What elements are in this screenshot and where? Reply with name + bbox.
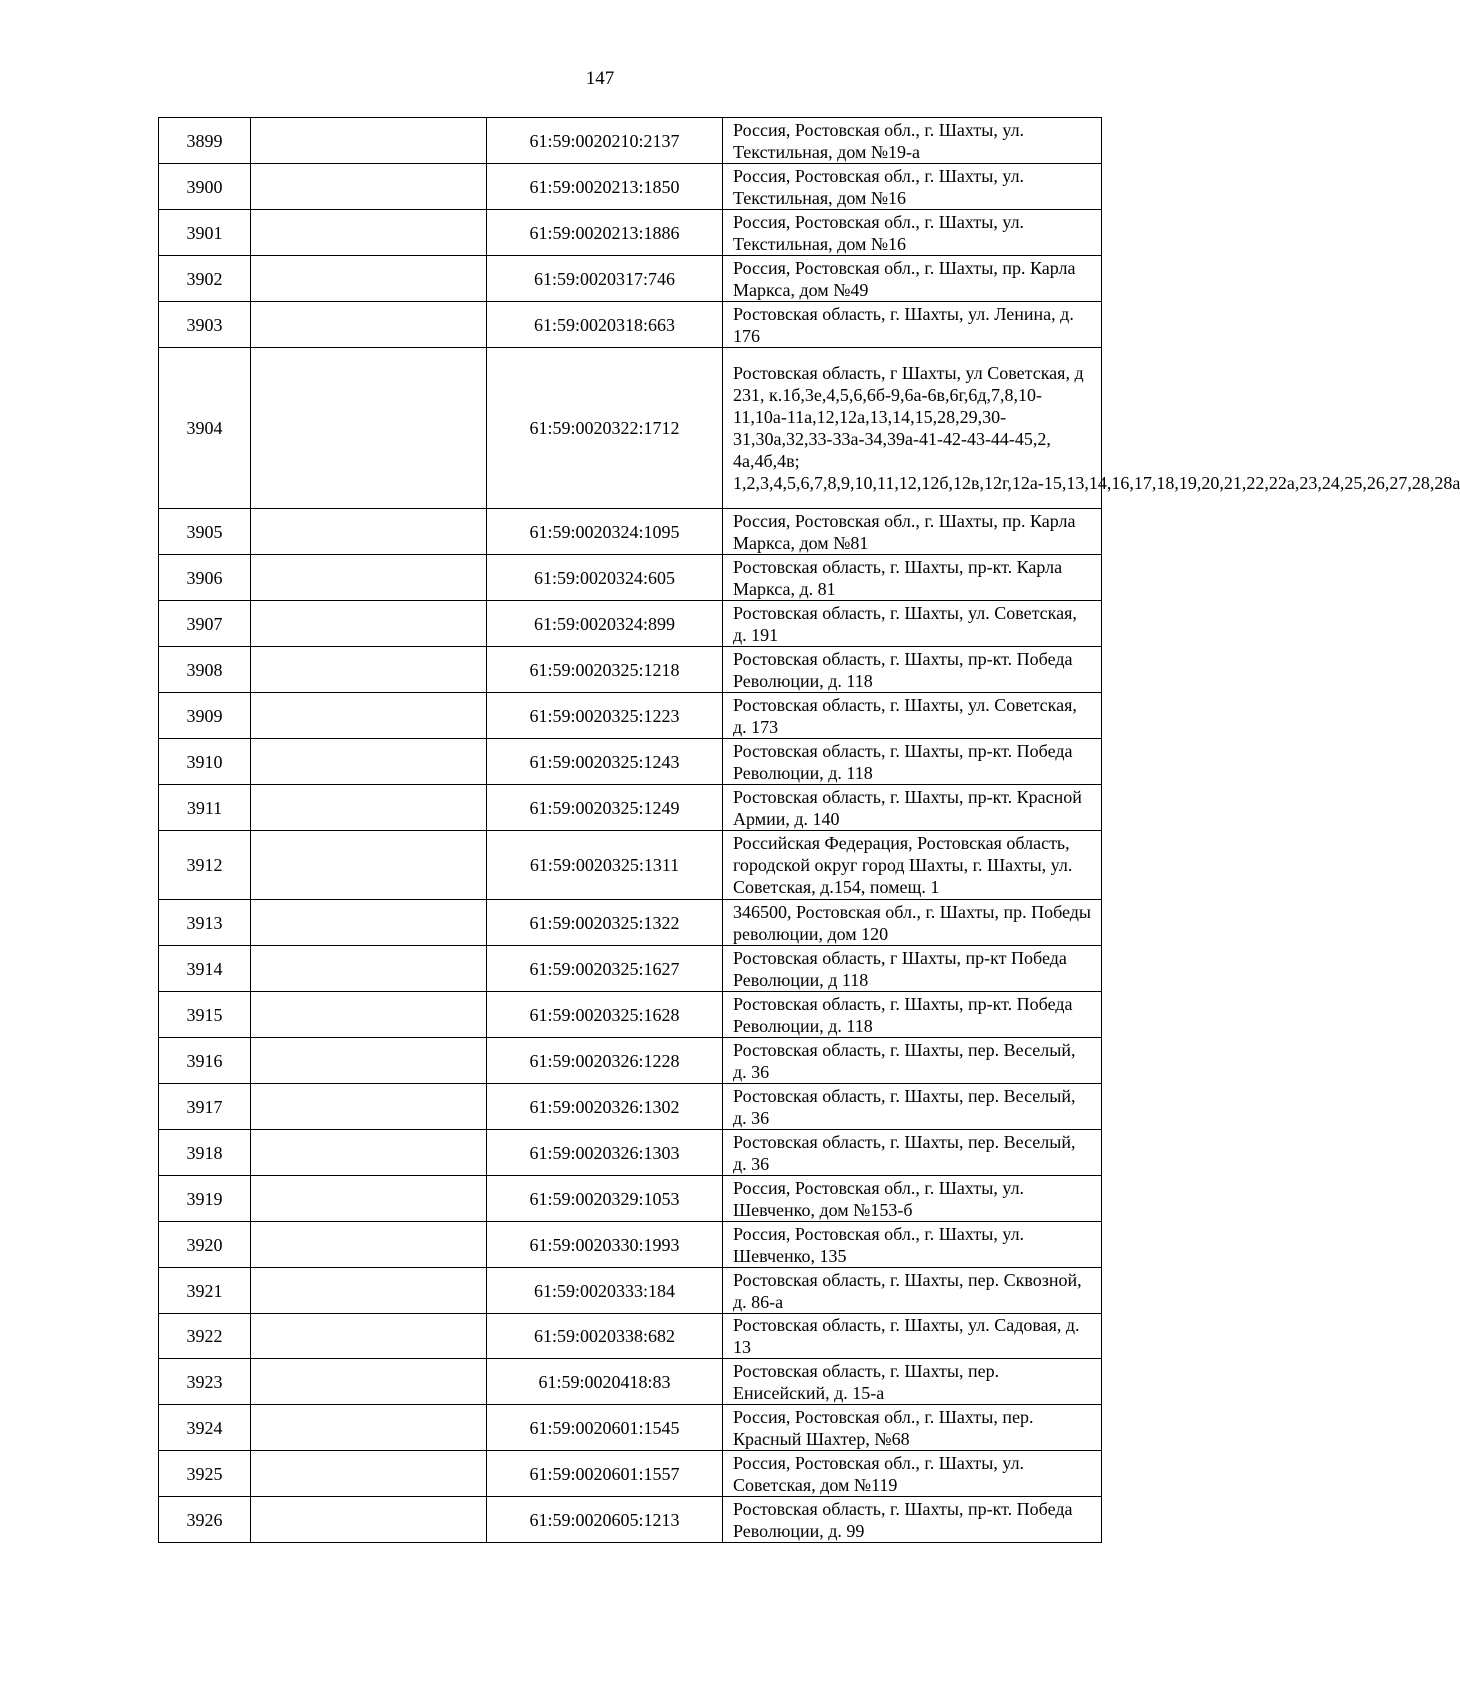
table-row bbox=[159, 647, 1102, 693]
table-row bbox=[159, 1405, 1102, 1451]
cadastral-number: 61:59:0020318:663 bbox=[487, 302, 723, 348]
address: Ростовская область, г. Шахты, пр-кт. Победа Революции, д. 118 bbox=[723, 992, 1102, 1038]
cadastral-number: 61:59:0020322:1712 bbox=[487, 348, 723, 509]
table-row bbox=[159, 601, 1102, 647]
row-number: 3919 bbox=[159, 1176, 251, 1222]
address: Ростовская область, г. Шахты, пр-кт. Победа Революции, д. 118 bbox=[723, 647, 1102, 693]
address: Ростовская область, г. Шахты, пер. Веселый, д. 36 bbox=[723, 1038, 1102, 1084]
address: Ростовская область, г. Шахты, пр-кт. Карла Маркса, д. 81 bbox=[723, 555, 1102, 601]
address: Россия, Ростовская обл., г. Шахты, пр. Карла Маркса, дом №81 bbox=[723, 509, 1102, 555]
empty-cell bbox=[251, 601, 487, 647]
table-row bbox=[159, 1084, 1102, 1130]
address: Ростовская область, г. Шахты, пр-кт. Победа Революции, д. 99 bbox=[723, 1497, 1102, 1543]
row-number: 3909 bbox=[159, 693, 251, 739]
cadastral-number: 61:59:0020338:682 bbox=[487, 1314, 723, 1359]
row-number: 3922 bbox=[159, 1314, 251, 1359]
address: Ростовская область, г Шахты, пр-кт Победа Революции, д 118 bbox=[723, 946, 1102, 992]
table-row bbox=[159, 509, 1102, 555]
table-row bbox=[159, 992, 1102, 1038]
address: Россия, Ростовская обл., г. Шахты, ул. Шевченко, 135 bbox=[723, 1222, 1102, 1268]
address: Ростовская область, г. Шахты, пр-кт. Красной Армии, д. 140 bbox=[723, 785, 1102, 831]
table-row bbox=[159, 1451, 1102, 1497]
address: Ростовская область, г. Шахты, пер. Енисейский, д. 15-а bbox=[723, 1359, 1102, 1405]
empty-cell bbox=[251, 1451, 487, 1497]
address: Ростовская область, г. Шахты, пер. Веселый, д. 36 bbox=[723, 1130, 1102, 1176]
table-row bbox=[159, 1038, 1102, 1084]
address: Ростовская область, г. Шахты, ул. Садовая, д. 13 bbox=[723, 1314, 1102, 1359]
empty-cell bbox=[251, 1222, 487, 1268]
table-row bbox=[159, 1222, 1102, 1268]
table-row bbox=[159, 210, 1102, 256]
empty-cell bbox=[251, 164, 487, 210]
row-number: 3923 bbox=[159, 1359, 251, 1405]
address: Россия, Ростовская обл., г. Шахты, ул. Текстильная, дом №16 bbox=[723, 210, 1102, 256]
table-row bbox=[159, 1268, 1102, 1314]
row-number: 3899 bbox=[159, 118, 251, 164]
row-number: 3907 bbox=[159, 601, 251, 647]
cadastral-number: 61:59:0020210:2137 bbox=[487, 118, 723, 164]
cadastral-number: 61:59:0020317:746 bbox=[487, 256, 723, 302]
empty-cell bbox=[251, 1359, 487, 1405]
row-number: 3905 bbox=[159, 509, 251, 555]
cadastral-number: 61:59:0020325:1223 bbox=[487, 693, 723, 739]
address: Ростовская область, г. Шахты, ул. Советская, д. 191 bbox=[723, 601, 1102, 647]
empty-cell bbox=[251, 302, 487, 348]
empty-cell bbox=[251, 348, 487, 509]
empty-cell bbox=[251, 693, 487, 739]
empty-cell bbox=[251, 785, 487, 831]
cadastral-number: 61:59:0020329:1053 bbox=[487, 1176, 723, 1222]
cadastral-number: 61:59:0020325:1628 bbox=[487, 992, 723, 1038]
address: 346500, Ростовская обл., г. Шахты, пр. Победы революции, дом 120 bbox=[723, 900, 1102, 946]
row-number: 3920 bbox=[159, 1222, 251, 1268]
table-row bbox=[159, 256, 1102, 302]
cadastral-number: 61:59:0020418:83 bbox=[487, 1359, 723, 1405]
cadastral-number: 61:59:0020330:1993 bbox=[487, 1222, 723, 1268]
cadastral-number: 61:59:0020601:1557 bbox=[487, 1451, 723, 1497]
empty-cell bbox=[251, 1084, 487, 1130]
row-number: 3906 bbox=[159, 555, 251, 601]
row-number: 3912 bbox=[159, 831, 251, 900]
cadastral-number: 61:59:0020213:1850 bbox=[487, 164, 723, 210]
row-number: 3910 bbox=[159, 739, 251, 785]
cadastral-number: 61:59:0020325:1627 bbox=[487, 946, 723, 992]
table-row bbox=[159, 1130, 1102, 1176]
empty-cell bbox=[251, 118, 487, 164]
page-number: 147 bbox=[585, 68, 615, 89]
row-number: 3925 bbox=[159, 1451, 251, 1497]
empty-cell bbox=[251, 210, 487, 256]
empty-cell bbox=[251, 946, 487, 992]
address: Россия, Ростовская обл., г. Шахты, ул. Шевченко, дом №153-б bbox=[723, 1176, 1102, 1222]
empty-cell bbox=[251, 992, 487, 1038]
address: Россия, Ростовская обл., г. Шахты, ул. Текстильная, дом №16 bbox=[723, 164, 1102, 210]
address: Ростовская область, г. Шахты, пер. Сквозной, д. 86-а bbox=[723, 1268, 1102, 1314]
row-number: 3918 bbox=[159, 1130, 251, 1176]
row-number: 3921 bbox=[159, 1268, 251, 1314]
empty-cell bbox=[251, 1497, 487, 1543]
row-number: 3911 bbox=[159, 785, 251, 831]
registry-body bbox=[159, 118, 1460, 1543]
table-row bbox=[159, 1497, 1102, 1543]
empty-cell bbox=[251, 1038, 487, 1084]
row-number: 3908 bbox=[159, 647, 251, 693]
row-number: 3917 bbox=[159, 1084, 251, 1130]
address: Ростовская область, г. Шахты, ул. Советская, д. 173 bbox=[723, 693, 1102, 739]
address: Россия, Ростовская обл., г. Шахты, ул. Текстильная, дом №19-а bbox=[723, 118, 1102, 164]
table-row bbox=[159, 348, 1102, 509]
property-registry-table bbox=[158, 117, 1460, 1543]
address: Ростовская область, г. Шахты, пр-кт. Победа Революции, д. 118 bbox=[723, 739, 1102, 785]
row-number: 3904 bbox=[159, 348, 251, 509]
cadastral-number: 61:59:0020324:1095 bbox=[487, 509, 723, 555]
table-row bbox=[159, 900, 1102, 946]
cadastral-number: 61:59:0020213:1886 bbox=[487, 210, 723, 256]
cadastral-number: 61:59:0020601:1545 bbox=[487, 1405, 723, 1451]
table-row bbox=[159, 555, 1102, 601]
cadastral-number: 61:59:0020324:899 bbox=[487, 601, 723, 647]
empty-cell bbox=[251, 1314, 487, 1359]
row-number: 3900 bbox=[159, 164, 251, 210]
cadastral-number: 61:59:0020605:1213 bbox=[487, 1497, 723, 1543]
cadastral-number: 61:59:0020326:1302 bbox=[487, 1084, 723, 1130]
row-number: 3901 bbox=[159, 210, 251, 256]
cadastral-number: 61:59:0020324:605 bbox=[487, 555, 723, 601]
empty-cell bbox=[251, 1405, 487, 1451]
empty-cell bbox=[251, 1130, 487, 1176]
table-row bbox=[159, 946, 1102, 992]
cadastral-number: 61:59:0020325:1218 bbox=[487, 647, 723, 693]
table-row bbox=[159, 739, 1102, 785]
address: Россия, Ростовская обл., г. Шахты, пер. Красный Шахтер, №68 bbox=[723, 1405, 1102, 1451]
table-row bbox=[159, 1314, 1102, 1359]
address: Ростовская область, г Шахты, ул Советская, д 231, к.1б,3е,4,5,6,6б-9,6а-6в,6г,6д,7,8,10-11,10а-11а,12,12а,13,14,15,28,29,30-31,30а,32,33-33а-34,39а-41-42-43-44-45,2, 4а,4б,4в; 1,2,3,4,5,6,7,8,9,10,11,12,12б,12в,12г,12а-15,13,14,16,17,18,19,20,21,22,22а,23,24,25,26,27,28,28а bbox=[723, 348, 1102, 509]
empty-cell bbox=[251, 900, 487, 946]
cadastral-number: 61:59:0020325:1249 bbox=[487, 785, 723, 831]
address: Россия, Ростовская обл., г. Шахты, пр. Карла Маркса, дом №49 bbox=[723, 256, 1102, 302]
table-row bbox=[159, 118, 1102, 164]
row-number: 3924 bbox=[159, 1405, 251, 1451]
table-row bbox=[159, 1359, 1102, 1405]
row-number: 3913 bbox=[159, 900, 251, 946]
empty-cell bbox=[251, 256, 487, 302]
address: Российская Федерация, Ростовская область, городской округ город Шахты, г. Шахты, ул. Советская, д.154, помещ. 1 bbox=[723, 831, 1102, 900]
empty-cell bbox=[251, 555, 487, 601]
cadastral-number: 61:59:0020326:1228 bbox=[487, 1038, 723, 1084]
cadastral-number: 61:59:0020325:1311 bbox=[487, 831, 723, 900]
row-number: 3916 bbox=[159, 1038, 251, 1084]
table-row bbox=[159, 693, 1102, 739]
table-row bbox=[159, 831, 1102, 900]
cadastral-number: 61:59:0020325:1243 bbox=[487, 739, 723, 785]
cadastral-number: 61:59:0020326:1303 bbox=[487, 1130, 723, 1176]
cadastral-number: 61:59:0020325:1322 bbox=[487, 900, 723, 946]
table-row bbox=[159, 785, 1102, 831]
cadastral-number: 61:59:0020333:184 bbox=[487, 1268, 723, 1314]
empty-cell bbox=[251, 647, 487, 693]
address: Ростовская область, г. Шахты, ул. Ленина, д. 176 bbox=[723, 302, 1102, 348]
empty-cell bbox=[251, 739, 487, 785]
row-number: 3903 bbox=[159, 302, 251, 348]
empty-cell bbox=[251, 1176, 487, 1222]
row-number: 3902 bbox=[159, 256, 251, 302]
empty-cell bbox=[251, 831, 487, 900]
row-number: 3914 bbox=[159, 946, 251, 992]
table-row bbox=[159, 302, 1102, 348]
row-number: 3926 bbox=[159, 1497, 251, 1543]
row-number: 3915 bbox=[159, 992, 251, 1038]
address: Россия, Ростовская обл., г. Шахты, ул. Советская, дом №119 bbox=[723, 1451, 1102, 1497]
empty-cell bbox=[251, 1268, 487, 1314]
table-row bbox=[159, 164, 1102, 210]
address: Ростовская область, г. Шахты, пер. Веселый, д. 36 bbox=[723, 1084, 1102, 1130]
table-row bbox=[159, 1176, 1102, 1222]
empty-cell bbox=[251, 509, 487, 555]
